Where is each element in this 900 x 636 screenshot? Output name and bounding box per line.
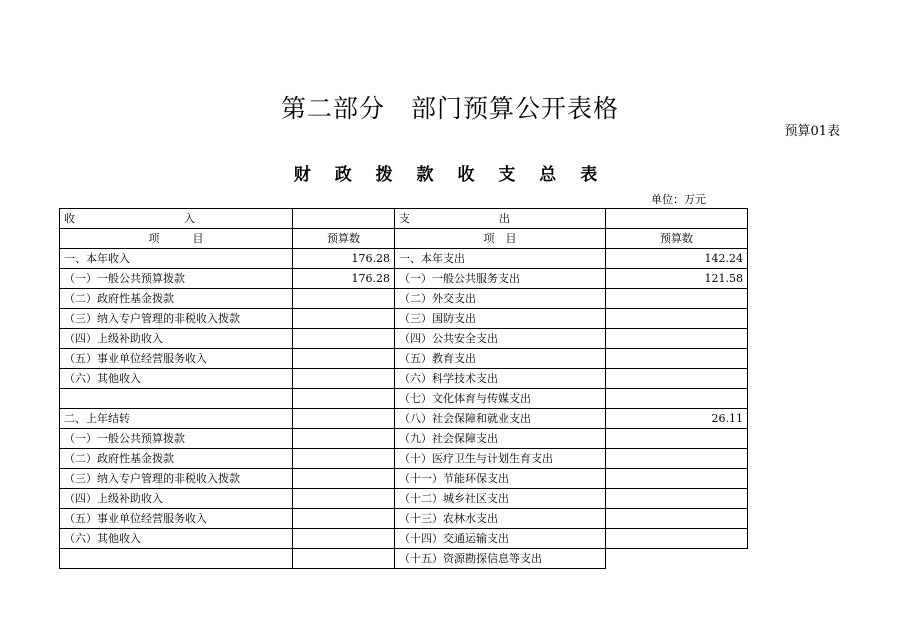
income-amount-cell	[293, 309, 395, 329]
income-group-char-a: 收	[64, 212, 75, 225]
expense-amount-cell: 26.11	[606, 409, 748, 429]
income-item-cell: （三）纳入专户管理的非税收入拨款	[60, 309, 293, 329]
income-item-cell: （五）事业单位经营服务收入	[60, 509, 293, 529]
expense-item-header: 项 目	[395, 229, 606, 249]
income-group-header-blank	[293, 209, 395, 229]
income-amount-header: 预算数	[293, 229, 395, 249]
table-row	[60, 509, 748, 529]
income-amount-cell	[293, 349, 395, 369]
expense-item-cell: （三）国防支出	[395, 309, 606, 329]
expense-amount-cell	[606, 389, 748, 409]
table-row	[60, 369, 748, 389]
income-item-cell	[60, 389, 293, 409]
expense-item-cell: （二）外交支出	[395, 289, 606, 309]
expense-amount-cell	[606, 329, 748, 349]
income-item-cell: （二）政府性基金拨款	[60, 289, 293, 309]
expense-group-char-a: 支	[399, 212, 410, 225]
table-row	[60, 389, 748, 409]
table-row	[60, 249, 748, 269]
income-amount-cell	[293, 429, 395, 449]
expense-amount-cell	[606, 309, 748, 329]
table-row	[60, 529, 748, 549]
group-header-row	[60, 209, 748, 229]
expense-item-cell: 一、本年支出	[395, 249, 606, 269]
expense-item-cell: （一）一般公共服务支出	[395, 269, 606, 289]
income-amount-cell	[293, 329, 395, 349]
expense-item-cell: （十四）交通运输支出	[395, 529, 606, 549]
column-header-row	[60, 229, 748, 249]
income-item-cell: （二）政府性基金拨款	[60, 449, 293, 469]
income-item-cell: （五）事业单位经营服务收入	[60, 349, 293, 369]
expense-item-cell: （十二）城乡社区支出	[395, 489, 606, 509]
income-amount-cell	[293, 469, 395, 489]
income-amount-cell: 176.28	[293, 249, 395, 269]
income-amount-cell: 176.28	[293, 269, 395, 289]
expense-item-cell: （八）社会保障和就业支出	[395, 409, 606, 429]
income-item-cell: 一、本年收入	[60, 249, 293, 269]
unit-label: 单位：万元	[651, 193, 706, 206]
table-row	[60, 329, 748, 349]
table-row	[60, 449, 748, 469]
expense-item-cell: （六）科学技术支出	[395, 369, 606, 389]
expense-item-cell: （十）医疗卫生与计划生育支出	[395, 449, 606, 469]
expense-amount-cell	[606, 469, 748, 489]
table-row	[60, 429, 748, 449]
expense-item-cell: （七）文化体育与传媒支出	[395, 389, 606, 409]
expense-item-cell: （十三）农林水支出	[395, 509, 606, 529]
income-item-cell: （六）其他收入	[60, 529, 293, 549]
expense-amount-cell	[606, 549, 748, 569]
table-title: 财 政 拨 款 收 支 总 表	[293, 165, 607, 185]
page-title: 第二部分 部门预算公开表格	[280, 94, 619, 123]
table-row	[60, 269, 748, 289]
income-group-header	[60, 209, 293, 229]
income-amount-cell	[293, 389, 395, 409]
income-item-cell: （六）其他收入	[60, 369, 293, 389]
expense-amount-cell	[606, 449, 748, 469]
expense-group-header-blank	[606, 209, 748, 229]
expense-amount-cell	[606, 289, 748, 309]
income-item-cell: （一）一般公共预算拨款	[60, 429, 293, 449]
expense-amount-cell	[606, 489, 748, 509]
expense-group-char-b: 出	[499, 212, 510, 225]
table-row	[60, 549, 748, 569]
income-group-char-b: 入	[184, 212, 195, 225]
expense-group-header	[395, 209, 606, 229]
table-row	[60, 289, 748, 309]
income-item-cell: （四）上级补助收入	[60, 489, 293, 509]
expense-amount-cell	[606, 369, 748, 389]
expense-item-cell: （十五）资源勘探信息等支出	[395, 549, 606, 569]
table-row	[60, 489, 748, 509]
expense-amount-cell: 121.58	[606, 269, 748, 289]
form-code: 预算01表	[784, 124, 840, 139]
table-row	[60, 349, 748, 369]
income-item-cell: 二、上年结转	[60, 409, 293, 429]
income-amount-cell	[293, 489, 395, 509]
expense-amount-cell: 142.24	[606, 249, 748, 269]
expense-item-cell: （九）社会保障支出	[395, 429, 606, 449]
income-amount-cell	[293, 509, 395, 529]
income-amount-cell	[293, 409, 395, 429]
expense-amount-cell	[606, 529, 748, 549]
table-row	[60, 469, 748, 489]
income-item-cell: （三）纳入专户管理的非税收入拨款	[60, 469, 293, 489]
expense-amount-cell	[606, 349, 748, 369]
expense-amount-cell	[606, 429, 748, 449]
expense-item-cell: （十一）节能环保支出	[395, 469, 606, 489]
income-amount-cell	[293, 449, 395, 469]
expense-item-cell: （五）教育支出	[395, 349, 606, 369]
budget-table	[59, 208, 748, 569]
income-amount-cell	[293, 369, 395, 389]
income-item-header: 项 目	[60, 229, 293, 249]
income-item-cell: （一）一般公共预算拨款	[60, 269, 293, 289]
income-amount-cell	[293, 289, 395, 309]
expense-item-cell: （四）公共安全支出	[395, 329, 606, 349]
income-amount-cell	[293, 549, 395, 569]
expense-amount-cell	[606, 509, 748, 529]
income-item-cell: （四）上级补助收入	[60, 329, 293, 349]
table-row	[60, 409, 748, 429]
income-item-cell	[60, 549, 293, 569]
table-row	[60, 309, 748, 329]
income-amount-cell	[293, 529, 395, 549]
expense-amount-header: 预算数	[606, 229, 748, 249]
